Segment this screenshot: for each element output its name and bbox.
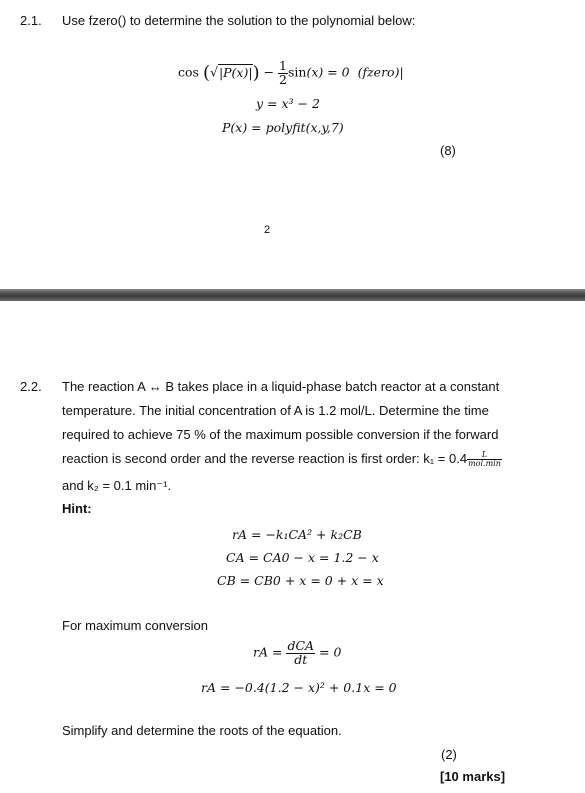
hint-equation-3: CB = CB0 + x = 0 + x = x — [217, 573, 384, 588]
rate-expression: rA = −0.4(1.2 − x)² + 0.1x = 0 — [201, 680, 397, 695]
sqrt-symbol: √ — [209, 64, 218, 80]
page-number: 2 — [264, 224, 271, 236]
rate-derivative-equation: rA = $\frac{\text{dCA}}{dt}$ = 0 — [253, 638, 342, 667]
q22-line-5: and k₂ = 0.1 min⁻¹. — [62, 478, 172, 493]
total-marks: [10 marks] — [440, 769, 506, 784]
q21-prompt: Use fzero() to determine the solution to the polynomial below: — [62, 13, 416, 28]
q22-line-2: temperature. The initial concentration of A is 1.2 mol/L. Determine the time — [62, 403, 489, 418]
fzero-note: (fzero)| — [357, 64, 404, 80]
q22-number: 2.2. — [20, 379, 42, 394]
q22-line-1: The reaction A ↔ B takes place in a liquid-phase batch reactor at a constant — [62, 379, 500, 394]
q22-line-4 — [62, 451, 502, 468]
q22-line-3: required to achieve 75 % of the maximum possible conversion if the forward — [62, 427, 499, 442]
q21-number: 2.1. — [20, 13, 42, 28]
hint-equation-1: rA = −k₁CA² + k₂CB — [232, 527, 362, 542]
q21-marks: (8) — [440, 143, 456, 158]
q21-equation-2: y = x³ − 2 — [256, 96, 320, 111]
k1-unit-fraction: $\frac{L}{\text{mol.min}}$ — [468, 450, 501, 469]
simplify-instruction: Simplify and determine the roots of the equation. — [62, 723, 342, 738]
q21-equation-3: P(x) = polyfit(x,y,7) — [222, 120, 344, 135]
q22-line-4-text: reaction is second order and the reverse reaction is first order: k₁ = 0.4 — [62, 451, 468, 466]
page-break-separator — [0, 289, 585, 301]
derivative-fraction: $\frac{\text{dCA}}{dt}$ — [287, 638, 315, 667]
hint-equation-2: CA = CA0 − x = 1.2 − x — [226, 550, 379, 565]
half-fraction: $\frac{1}{2}$ — [279, 58, 287, 87]
hint-label: Hint: — [62, 501, 92, 516]
q22-marks: (2) — [441, 747, 457, 762]
max-conversion-label: For maximum conversion — [62, 618, 208, 633]
q21-equation-1: cos (√|P(x)|) − $\frac{1}{2}$ sin(x) = 0 (fzero)| — [178, 58, 404, 87]
